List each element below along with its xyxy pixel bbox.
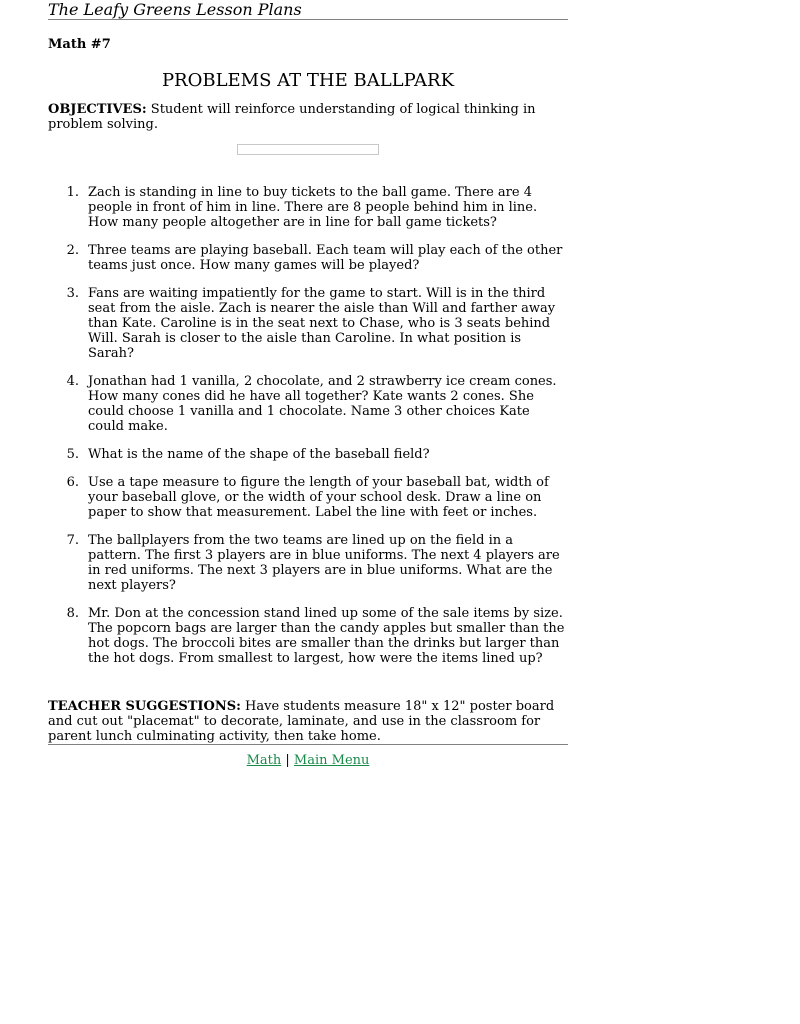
problem-number: 4. [66,374,79,389]
problem-text: Jonathan had 1 vanilla, 2 chocolate, and 2 strawberry ice cream cones. How many cones did he have all together? Kate wants 2 cones. She could choose 1 vanilla and 1 chocolate. Name 3 other choices Kate could make. [88,374,557,434]
problem-item [48,533,568,593]
problem-number: 3. [66,286,79,301]
problem-text: Use a tape measure to figure the length of your baseball bat, width of your baseball glove, or the width of your school desk. Draw a line on paper to show that measurement. Label the line with feet or inches. [88,475,549,520]
lesson-page [48,0,568,768]
lesson-id: Math #7 [48,37,111,52]
problem-item [48,447,568,462]
link-separator: | [281,753,294,768]
objectives-text: Student will reinforce understanding of logical thinking in problem solving. [48,102,536,132]
objectives [48,102,568,132]
problem-number: 1. [66,185,79,200]
problem-number: 8. [66,606,79,621]
site-title: The Leafy Greens Lesson Plans [48,0,302,19]
bottom-divider [48,744,568,745]
problem-text: What is the name of the shape of the baseball field? [88,447,430,462]
problem-number: 7. [66,533,79,548]
problem-number: 6. [66,475,79,490]
problem-number: 2. [66,243,79,258]
problem-text: Fans are waiting impatiently for the game to start. Will is in the third seat from the aisle. Zach is nearer the aisle than Will and farther away than Kate. Caroline is in the seat next to Chase, who is 3 seats behind Will. Sarah is closer to the aisle than Caroline. In what position is Sarah? [88,286,556,361]
problem-text: Mr. Don at the concession stand lined up some of the sale items by size. The popcorn bags are larger than the candy apples but smaller than the hot dogs. The broccoli bites are smaller than the drinks but larger than the hot dogs. From smallest to largest, how were the items lined up? [88,606,565,666]
problem-text: Three teams are playing baseball. Each team will play each of the other teams just once. How many games will be played? [88,243,563,273]
suggestions-text: Have students measure 18" x 12" poster board and cut out "placemat" to decorate, laminate, and use in the classroom for parent lunch culminating activity, then take home. [48,699,555,744]
objectives-label: OBJECTIVES: [48,102,147,117]
problem-number: 5. [66,447,79,462]
problem-item [48,606,568,666]
footer-nav [48,753,568,768]
top-divider [48,19,568,20]
lesson-title: PROBLEMS AT THE BALLPARK [161,70,455,91]
suggestions-label: TEACHER SUGGESTIONS: [48,699,241,714]
problem-item [48,243,568,273]
problem-item [48,374,568,434]
math-link[interactable]: Math [246,753,282,768]
problem-item [48,286,568,361]
problem-text: Zach is standing in line to buy tickets to the ball game. There are 4 people in front of him in line. There are 8 people behind him in line. How many people altogether are in line for ball game tickets? [88,185,538,230]
teacher-suggestions [48,699,568,744]
problem-text: The ballplayers from the two teams are lined up on the field in a pattern. The first 3 players are in blue uniforms. The next 4 players are in red uniforms. The next 3 players are in blue uniforms. What are the next players? [88,533,560,593]
problem-list [48,185,568,666]
problem-item [48,185,568,230]
problem-item [48,475,568,520]
empty-box [237,144,379,155]
main-menu-link[interactable]: Main Menu [293,753,370,768]
